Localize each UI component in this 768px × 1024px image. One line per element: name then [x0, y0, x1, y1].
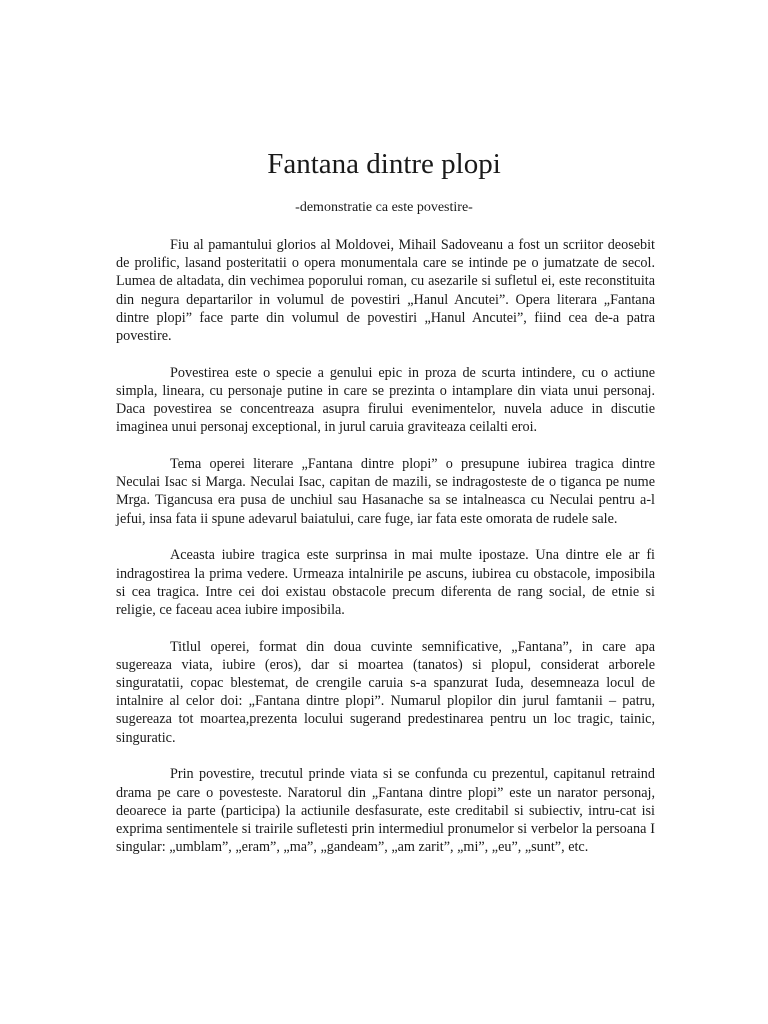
paragraph-title-meaning: Titlul operei, format din doua cuvinte semnificative, „Fantana”, in care apa sugereaza viata, iubire (eros), dar si moartea (tanatos) si plopul, considerat arborele singuratatii, copac blestemat, de crengile caruia s-a spanzurat Iuda, desemneaza locul de intalnire al celor doi: „Fantana dintre plopi”. Numarul plopilor din jurul famtanii – patru, sugereaza tot moartea,prezenta locului sugerand predestinarea pentru un loc tragic, tainic, singuratic.	[116, 638, 655, 746]
paragraph-narrator: Prin povestire, trecutul prinde viata si se confunda cu prezentul, capitanul retraind drama pe care o povesteste. Naratorul din „Fantana dintre plopi” este un narator personaj, deoarece ia parte (participa) la actiunile desfasurate, este creditabil si subiectiv, intru-cat isi exprima sentimentele si trairile sufletesti prin intermediul pronumelor si verbelor la persoana I singular: „umblam”, „eram”, „ma”, „gandeam”, „am zarit”, „mi”, „eu”, „sunt”, etc.	[116, 766, 655, 856]
paragraph-definition: Povestirea este o specie a genului epic in proza de scurta intindere, cu o actiune simpla, lineara, cu personaje putine in care se prezinta o intamplare din viata unui personaj. Daca povestirea se concentreaza asupra firului evenimentelor, nuvela aduce in discutie imaginea unui personaj exceptional, in jurul caruia graviteaza ceilalti eroi.	[116, 364, 655, 436]
document-title: Fantana dintre plopi	[267, 148, 501, 180]
document-subtitle: -demonstratie ca este povestire-	[295, 200, 473, 215]
paragraph-theme: Tema operei literare „Fantana dintre plopi” o presupune iubirea tragica dintre Neculai Isac si Marga. Neculai Isac, capitan de mazili, se indragosteste de o tiganca pe nume Mrga. Tigancusa era pusa de unchiul sau Hasanache sa se intalneasca cu Neculai pentru a-l jefui, insa fata ii spune adevarul baiatului, care fuge, iar fata este omorata de rudele sale.	[116, 456, 655, 527]
document-body	[116, 236, 655, 875]
paragraph-intro: Fiu al pamantului glorios al Moldovei, Mihail Sadoveanu a fost un scriitor deosebit de prolific, lasand posteritatii o opera monumentala care se intinde pe o jumatzate de secol. Lumea de altadata, din vechimea poporului roman, cu asezarile si sufletul ei, este reconstituita din negura departarilor in volumul de povestiri „Hanul Ancutei”. Opera literara „Fantana dintre plopi” face parte din volumul de povestiri „Hanul Ancutei”, fiind cea de-a patra povestire.	[116, 237, 655, 345]
paragraph-ipostaze: Aceasta iubire tragica este surprinsa in mai multe ipostaze. Una dintre ele ar fi indragostirea la prima vedere. Urmeaza intalnirile pe ascuns, iubirea cu obstacole, imposibila si cea tragica. Intre cei doi existau obstacole precum diferenta de rang social, de etnie si religie, ce faceau acea iubire imposibila.	[116, 547, 655, 618]
